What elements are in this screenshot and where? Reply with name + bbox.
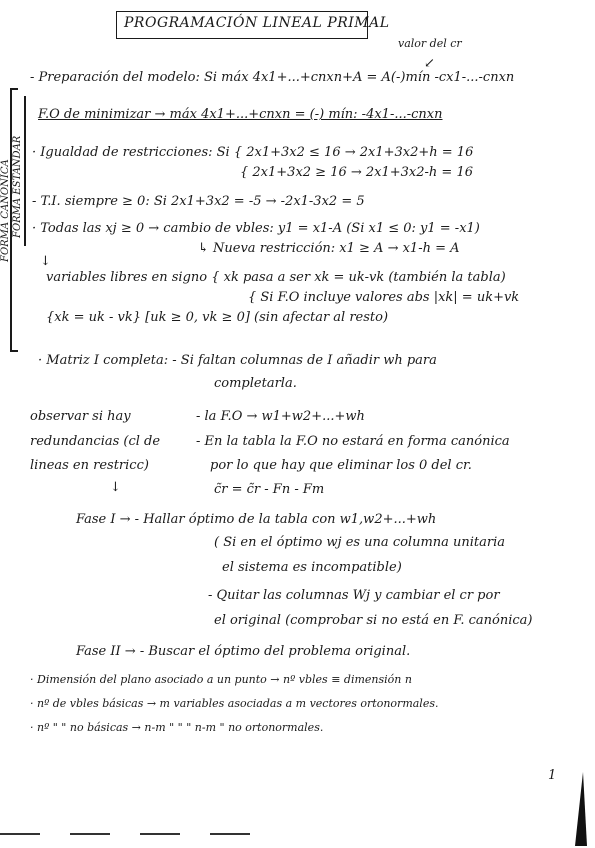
line-igualdad-1: · Igualdad de restricciones: Si { 2x1+3x2 ≤ 16 → 2x1+3x2+h = 16 bbox=[32, 145, 474, 160]
line-cr-original: el original (comprobar si no está en F. canónica) bbox=[214, 613, 533, 628]
line-preparacion: - Preparación del modelo: Si máx 4x1+...+cnxn+A = A(-)mín -cx1-...-cnxn bbox=[30, 70, 515, 85]
line-quitar-columnas: - Quitar las columnas Wj y cambiar el cr por bbox=[208, 588, 500, 603]
arrow-down-2: ↓ bbox=[110, 480, 121, 495]
bracket-bottom-outer bbox=[10, 350, 18, 352]
line-variables-libres: variables libres en signo { xk pasa a ser xk = uk-vk (también la tabla) bbox=[46, 270, 506, 285]
line-fo-minimizar: F.O de minimizar → máx 4x1+...+cnxn = (-) mín: -4x1-...-cnxn bbox=[38, 107, 443, 122]
bracket-top-outer bbox=[10, 88, 18, 90]
bracket-line-inner bbox=[24, 96, 26, 246]
line-eliminar-cr: por lo que hay que eliminar los 0 del cr. bbox=[210, 458, 472, 473]
annotation-arrow: ↙ bbox=[424, 56, 435, 71]
line-columna-unitaria: ( Si en el óptimo wj es una columna unitaria bbox=[214, 535, 506, 550]
bottom-dashes bbox=[0, 822, 300, 842]
line-fo-abs: { Si F.O incluye valores abs |xk| = uk+vk bbox=[248, 290, 520, 305]
line-fase-2: Fase II → - Buscar el óptimo del problema original. bbox=[76, 644, 411, 659]
line-fo-w: - la F.O → w1+w2+...+wh bbox=[196, 409, 365, 424]
page-corner-mark bbox=[535, 768, 595, 848]
annotation-valor-cr: valor del cr bbox=[398, 37, 462, 50]
line-cr-formula: c̃r = c̃r - Fn - Fm bbox=[214, 482, 325, 497]
line-no-basicas: · nº " " no básicas → n-m " " " n-m " no ortonormales. bbox=[30, 721, 324, 734]
line-vbles-basicas: · nº de vbles básicas → m variables asociadas a m vectores ortonormales. bbox=[30, 697, 439, 710]
line-matriz-i: · Matriz I completa: - Si faltan columnas de I añadir wh para bbox=[38, 353, 437, 368]
line-xk-def: {xk = uk - vk} [uk ≥ 0, vk ≥ 0] (sin afectar al resto) bbox=[46, 310, 389, 325]
line-incompatible: el sistema es incompatible) bbox=[222, 560, 402, 575]
line-redundancias: redundancias (cl de bbox=[30, 434, 161, 449]
line-todas-xj: · Todas las xj ≥ 0 → cambio de vbles: y1 = x1-A (Si x1 ≤ 0: y1 = -x1) bbox=[32, 221, 480, 236]
line-observar: observar si hay bbox=[30, 409, 131, 424]
side-label-estandar: FORMA ESTÁNDAR bbox=[12, 135, 23, 238]
page-title: PROGRAMACIÓN LINEAL PRIMAL bbox=[124, 15, 390, 31]
line-nueva-restriccion: ↳ Nueva restricción: x1 ≥ A → x1-h = A bbox=[198, 241, 460, 256]
arrow-down-1: ↓ bbox=[40, 254, 51, 269]
line-dimension: · Dimensión del plano asociado a un punto → nº vbles ≡ dimensión n bbox=[30, 673, 412, 686]
line-tabla-fo: - En la tabla la F.O no estará en forma canónica bbox=[196, 434, 510, 449]
page-number: 1 bbox=[548, 768, 557, 783]
line-completarla: completarla. bbox=[214, 376, 297, 391]
side-label-canonica: FORMA CANÓNICA bbox=[0, 159, 11, 262]
line-fase-1: Fase I → - Hallar óptimo de la tabla con w1,w2+...+wh bbox=[76, 512, 437, 527]
line-igualdad-2: { 2x1+3x2 ≥ 16 → 2x1+3x2-h = 16 bbox=[240, 165, 474, 180]
line-ti: - T.I. siempre ≥ 0: Si 2x1+3x2 = -5 → -2x1-3x2 = 5 bbox=[32, 194, 365, 209]
line-lineas-restricc: lineas en restricc) bbox=[30, 458, 149, 473]
